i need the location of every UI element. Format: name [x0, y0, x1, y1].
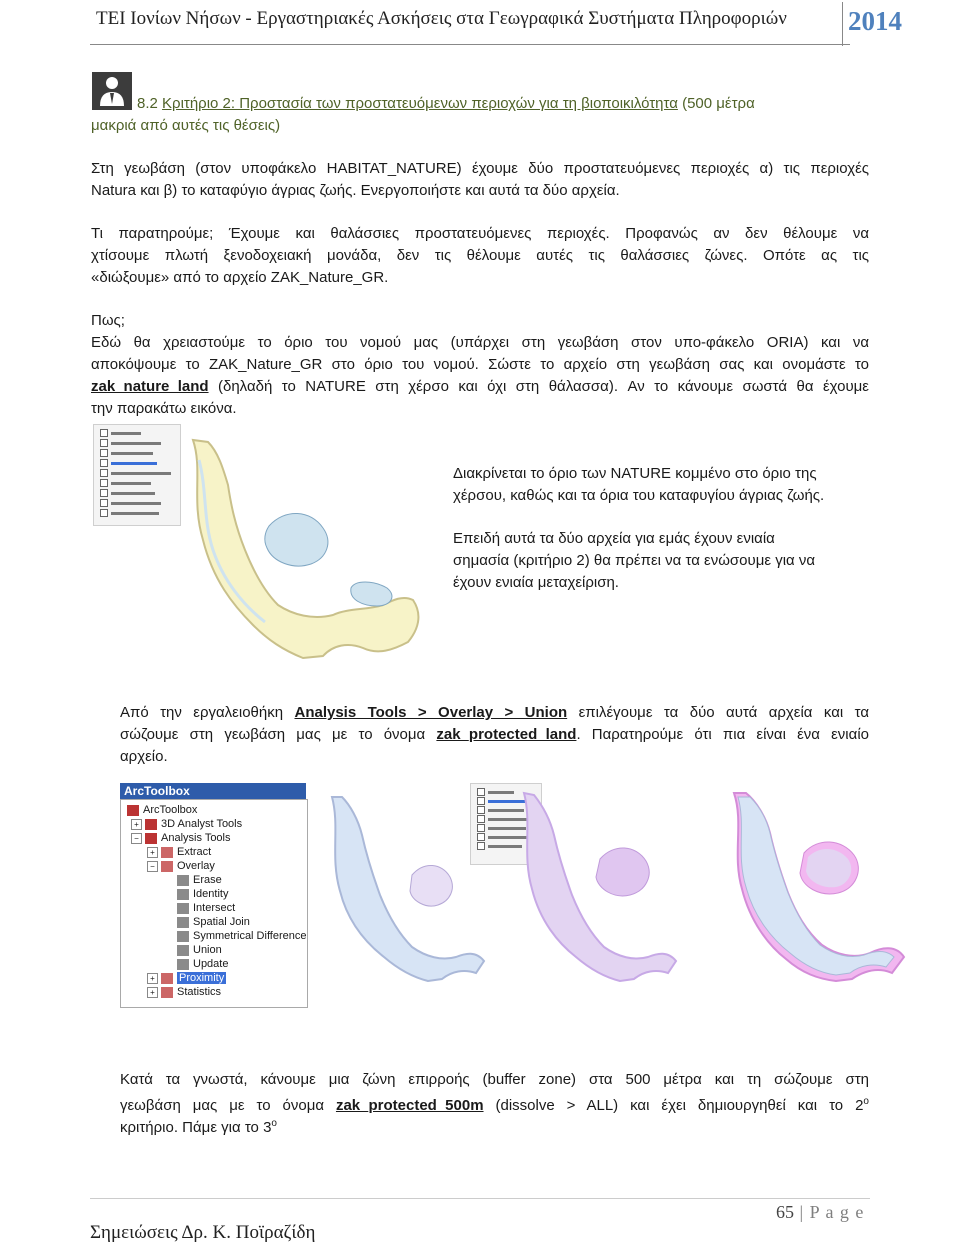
- tool-label: Spatial Join: [193, 916, 250, 928]
- expand-icon[interactable]: +: [131, 819, 142, 830]
- toolbox-item-root[interactable]: [127, 804, 197, 816]
- toolbox-item-3d-analyst[interactable]: [131, 818, 242, 830]
- page-number: [776, 1202, 864, 1223]
- toolbox-tree: [120, 799, 308, 1008]
- header-divider: [842, 2, 843, 46]
- zak-protected-500m-name: zak_protected_500m: [335, 1097, 484, 1114]
- side-text-2-line-2: σημασία (κριτήριο 2) θα πρέπει να τα ενώσουμε για να: [453, 552, 816, 569]
- paragraph-5-line-3: [120, 1113, 277, 1139]
- toolbox-item-label: Overlay: [177, 860, 215, 872]
- tool-update[interactable]: [177, 958, 228, 970]
- union-tool-path: Analysis Tools > Overlay > Union: [294, 704, 568, 721]
- toolset-icon: [161, 973, 173, 984]
- section-title-tail: (500 μέτρα: [677, 95, 755, 112]
- hammer-icon: [177, 917, 189, 928]
- collapse-icon[interactable]: −: [147, 861, 158, 872]
- tool-label: Erase: [193, 874, 222, 886]
- layers-panel: [93, 424, 181, 526]
- header-title: ΤΕΙ Ιονίων Νήσων - Εργαστηριακές Ασκήσεις στα Γεωγραφικά Συστήματα Πληροφοριών: [96, 8, 787, 29]
- paragraph-2-line-2: χτίσουμε πλωτή ξενοδοχειακή μονάδα, δεν τις θέλουμε αυτές τις θαλάσσιες ζώνες. Οπότε ας τις: [91, 247, 869, 264]
- paragraph-5-line-3-text: κριτήριο. Πάμε για το 3: [120, 1119, 272, 1136]
- superscript: ο: [271, 1118, 277, 1129]
- expand-icon[interactable]: +: [147, 973, 158, 984]
- land-map: [173, 430, 433, 664]
- page-label: | P a g e: [794, 1202, 865, 1222]
- map-figure-2: [316, 783, 916, 983]
- toolbox-item-statistics[interactable]: [147, 986, 221, 998]
- toolbox-item-label: 3D Analyst Tools: [161, 818, 243, 830]
- tool-spatial-join[interactable]: [177, 916, 250, 928]
- collapse-icon[interactable]: −: [131, 833, 142, 844]
- paragraph-1-line-1: Στη γεωβάση (στον υποφάκελο HABITAT_NATURE) έχουμε δύο προστατευόμενες περιοχές α) τις περιοχές: [91, 160, 869, 177]
- toolbox-icon: [145, 833, 157, 844]
- buffer-500m-map: [708, 789, 912, 983]
- side-text-2-line-3: έχουν ενιαία μεταχείριση.: [453, 574, 619, 591]
- tool-identity[interactable]: [177, 888, 228, 900]
- paragraph-4-line-1: [120, 702, 869, 724]
- paragraph-4-line-2-a: σώζουμε στη γεωβάση μας με το όνομα: [120, 726, 437, 743]
- toolbox-item-analysis-tools[interactable]: [131, 832, 231, 844]
- tool-union[interactable]: [177, 944, 222, 956]
- zak-protected-land-name: zak_protected_land: [436, 726, 577, 743]
- paragraph-5-line-2-a: γεωβάση μας με το όνομα: [120, 1097, 336, 1114]
- paragraph-5-line-1: Κατά τα γνωστά, κάνουμε μια ζώνη επιρροής (buffer zone) στα 500 μέτρα και τη σώζουμε στη: [120, 1071, 869, 1088]
- paragraph-4-line-2: [120, 724, 869, 746]
- expand-icon[interactable]: +: [147, 847, 158, 858]
- paragraph-1-line-2: Natura και β) το καταφύγιο άγριας ζωής. Ενεργοποιήστε και αυτά τα δύο αρχεία.: [91, 182, 620, 199]
- paragraph-3-line-2: Εδώ θα χρειαστούμε το όριο του νομού μας (υπάρχει στη γεωβάση στον υπο-φάκελο ORIA) και να: [91, 334, 869, 351]
- section-heading: [137, 93, 755, 115]
- toolbox-item-proximity[interactable]: [147, 972, 226, 984]
- hammer-icon: [177, 889, 189, 900]
- toolbox-item-label: Analysis Tools: [161, 832, 231, 844]
- expand-icon[interactable]: +: [147, 987, 158, 998]
- section-heading-line2: μακριά από αυτές τις θέσεις): [91, 117, 281, 134]
- side-text-1-line-1: Διακρίνεται το όριο των NATURE κομμένο στο όριο της: [453, 465, 817, 482]
- tool-label: Union: [193, 944, 222, 956]
- hammer-icon: [177, 945, 189, 956]
- page-number-value: 65: [776, 1202, 794, 1222]
- tool-intersect[interactable]: [177, 902, 235, 914]
- paragraph-3-line-5: την παρακάτω εικόνα.: [91, 400, 237, 417]
- footer-author: Σημειώσεις Δρ. Κ. Ποϊραζίδη: [90, 1222, 316, 1243]
- toolbox-item-label: Extract: [177, 846, 212, 858]
- section-title: Κριτήριο 2: Προστασία των προστατευόμενων περιοχών για τη βιοποικιλότητα: [162, 95, 678, 112]
- header-year: 2014: [848, 6, 902, 36]
- paragraph-5-line-2-b: (dissolve > ALL) και έχει δημιουργηθεί και το 2: [483, 1097, 864, 1114]
- paragraph-4-line-3: αρχείο.: [120, 748, 168, 765]
- superscript: ο: [863, 1096, 869, 1107]
- toolbox-item-extract[interactable]: [147, 846, 211, 858]
- tool-label: Symmetrical Difference: [193, 930, 307, 942]
- footer-rule: [90, 1198, 870, 1199]
- zak-nature-land-name: zak_nature_land: [91, 378, 209, 395]
- paragraph-3-line-1: Πως;: [91, 312, 125, 329]
- tool-label: Identity: [193, 888, 229, 900]
- paragraph-4-line-1-a: Από την εργαλειοθήκη: [120, 704, 295, 721]
- paragraph-2-line-1: Τι παρατηρούμε; Έχουμε και θαλάσσιες προστατευόμενες περιοχές. Προφανώς αν δεν θέλουμε να: [91, 225, 869, 242]
- tool-symmetrical-difference[interactable]: [177, 930, 307, 942]
- hammer-icon: [177, 931, 189, 942]
- paragraph-2-line-3: «διώξουμε» από το αρχείο ZAK_Nature_GR.: [91, 269, 389, 286]
- hammer-icon: [177, 959, 189, 970]
- paragraph-3-line-3: αποκόψουμε το ZAK_Nature_GR στο όριο του νομού. Σώστε το αρχείο στη γεωβάση σας και ονομάστε το: [91, 356, 869, 373]
- tool-erase[interactable]: [177, 874, 222, 886]
- paragraph-3-line-4-rest: (δηλαδή το NATURE στη χέρσο και όχι στη θάλασσα). Αν το κάνουμε σωστά θα έχουμε: [208, 378, 869, 395]
- toolset-icon: [161, 987, 173, 998]
- map-figure-1: [93, 424, 433, 664]
- side-text-1-line-2: χέρσου, καθώς και τα όρια του καταφυγίου άγριας ζωής.: [453, 487, 825, 504]
- toolset-icon: [161, 861, 173, 872]
- toolbox-item-label: Statistics: [177, 986, 222, 998]
- tool-label: Update: [193, 958, 229, 970]
- toolbox-item-label: ArcToolbox: [143, 804, 198, 816]
- toolbox-item-label-selected: Proximity: [179, 972, 225, 984]
- land-map-union: [316, 793, 486, 983]
- toolbox-icon: [145, 819, 157, 830]
- paragraph-3-line-4: [91, 376, 869, 398]
- header-rule: [90, 44, 850, 45]
- protected-land-map: [484, 789, 704, 983]
- toolbox-icon: [127, 805, 139, 816]
- section-number: 8.2: [137, 95, 163, 112]
- hammer-icon: [177, 875, 189, 886]
- tool-label: Intersect: [193, 902, 236, 914]
- toolset-icon: [161, 847, 173, 858]
- toolbox-title: ArcToolbox: [120, 783, 306, 799]
- toolbox-item-overlay[interactable]: [147, 860, 215, 872]
- side-text-2-line-1: Επειδή αυτά τα δύο αρχεία για εμάς έχουν ενιαία: [453, 530, 775, 547]
- paragraph-4-line-1-b: επιλέγουμε τα δύο αυτά αρχεία και τα: [567, 704, 869, 721]
- person-icon: [92, 72, 132, 110]
- paragraph-4-line-2-b: . Παρατηρούμε ότι πια είναι ένα ενιαίο: [576, 726, 869, 743]
- hammer-icon: [177, 903, 189, 914]
